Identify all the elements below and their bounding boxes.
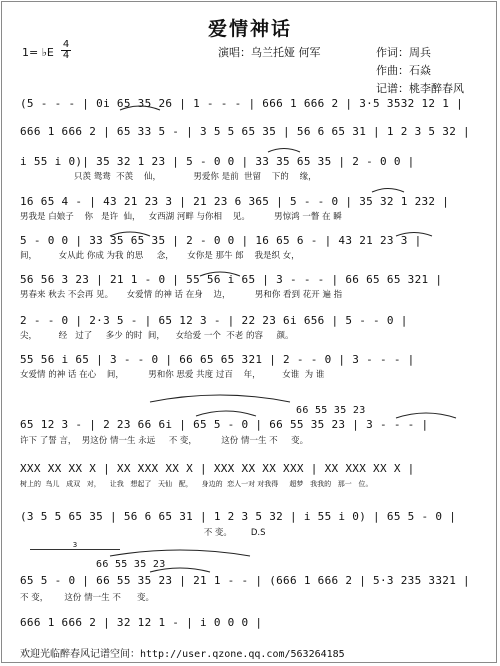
score-row: 666 1 666 2 | 32 12 1 - | i 0 0 0 | (20, 616, 263, 629)
score-row: i 55 i 0)| 35 32 1 23 | 5 - 0 0 | 33 35 65 35 | 2 - 0 0 | (20, 155, 415, 168)
transcriber-credit: 记谱：桃李醉春风 (376, 82, 464, 95)
singer-credit: 演唱：乌兰托娅 何军 (218, 46, 321, 59)
score-row: 16 65 4 - | 43 21 23 3 | 21 23 6 365 | 5 - - 0 | 35 32 1 232 | (20, 195, 450, 208)
key-signature: 1= ♭E (22, 46, 54, 59)
lyric-row: 尖， 经 过了 多少 的时 间， 女给爱 一个 不老 的容 颜。 (20, 331, 294, 341)
slur-mark (372, 189, 404, 193)
score-row: (5 - - - | 0i 65 35 26 | 1 - - - | 666 1 666 2 | 3·5 3532 12 1 | (20, 97, 464, 110)
score-row: XXX XX XX X | XX XXX XX X | XXX XX XX XXX | XX XXX XX X | (20, 462, 415, 475)
slur-mark (150, 568, 210, 572)
lyric-row: 树上的 鸟儿 成双 对， 让我 想起了 天仙 配， 身边的 恋人一对 对我得 超梦 我我的 那一 位。 (20, 480, 373, 488)
lyric-row: 女爱情 的神 话 在心 间， 男和你 思爱 共度 过百 年， 女谁 为 谁 (20, 370, 325, 380)
score-row: (3 5 5 65 35 | 56 6 65 31 | 1 2 3 5 32 | i 55 i 0) | 65 5 - 0 | (20, 510, 457, 523)
score-row: 56 56 3 23 | 21 1 - 0 | 55 56 i 65 | 3 - - - | 66 65 65 321 | (20, 273, 443, 286)
time-denominator: 4 (62, 50, 70, 61)
slur-mark (110, 232, 150, 236)
score-row: 2 - - 0 | 2·3 5 - | 65 12 3 - | 22 23 6i 656 | 5 - - 0 | (20, 314, 408, 327)
lyric-row: 不 变。 D.S (20, 528, 266, 538)
lyric-row: 只羡 鸳鸯 不羡 仙， 男爱你 是前 世留 下的 缘， (20, 172, 317, 182)
slur-mark (196, 411, 256, 416)
upper-voice-line: 66 55 35 23 (296, 405, 366, 416)
slur-mark (268, 149, 300, 153)
lyric-row: 不 变， 这份 情一生 不 变。 (20, 593, 155, 603)
lyricist-credit: 作词：周兵 (376, 46, 431, 59)
score-row: 65 5 - 0 | 66 55 35 23 | 21 1 - - | (666 1 666 2 | 5·3 235 3321 | (20, 574, 470, 587)
lyric-row: 男春来 秋去 不会再 见。 女爱情 的神 话 在身 边， 男和你 看到 花开 遍 指 (20, 290, 343, 300)
slur-mark (150, 395, 290, 402)
lyric-row: 许下 了誓 言， 男这份 情一生 永远 不 变， 这份 情一生 不 变。 (20, 436, 309, 446)
triplet-bracket: 3 (30, 541, 120, 550)
lyric-row: 间， 女从此 你成 为我 的思 念， 女你是 那牛 郎 我是织 女， (20, 251, 300, 261)
slur-mark (110, 550, 250, 556)
composer-credit: 作曲：石焱 (376, 64, 431, 77)
slur-mark (200, 272, 240, 276)
score-row: 5 - 0 0 | 33 35 65 35 | 2 - 0 0 | 16 65 6 - | 43 21 23 3 | (20, 234, 422, 247)
time-numerator: 4 (62, 39, 70, 50)
footer-note: 欢迎光临醉春风记谱空间：http://user.qzone.qq.com/563264185 (20, 649, 345, 660)
score-row: 666 1 666 2 | 65 33 5 - | 3 5 5 65 35 | 56 6 65 31 | 1 2 3 5 32 | (20, 125, 470, 138)
slur-mark (120, 106, 160, 110)
slur-mark (396, 413, 456, 418)
slur-mark (396, 233, 432, 237)
song-title: 爱情神话 (207, 18, 292, 40)
lyric-row: 男我是 白娘子 你 是许 仙， 女西湖 河畔 与你相 见。 男惊鸿 一瞥 在 瞬 (20, 212, 342, 222)
upper-voice-line: 66 55 35 23 (96, 559, 166, 570)
score-row: 65 12 3 - | 2 23 66 6i | 65 5 - 0 | 66 55 35 23 | 3 - - - | (20, 418, 429, 431)
score-row: 55 56 i 65 | 3 - - 0 | 66 65 65 321 | 2 - - 0 | 3 - - - | (20, 353, 415, 366)
